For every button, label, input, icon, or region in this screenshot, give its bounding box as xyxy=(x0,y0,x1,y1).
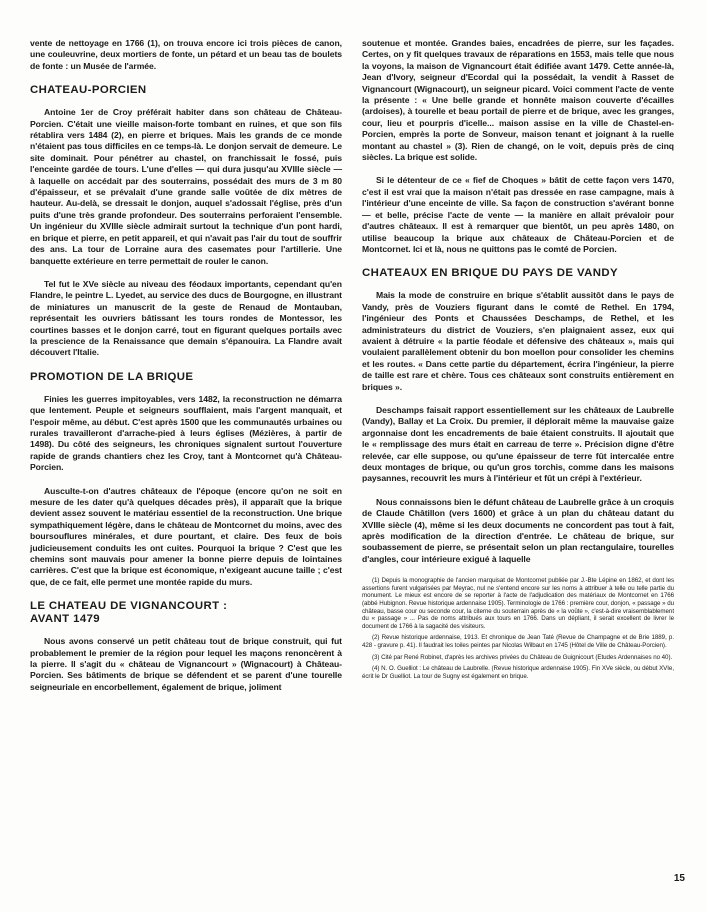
footnote-3: (3) Cité par René Robinet, d'après les archives privées du Château de Guignicourt (Etudes Ardennaises no 40). xyxy=(372,653,673,661)
paragraph: Antoine 1er de Croy préférait habiter dans son château de Château-Porcien. C'était une vieille maison-forte tombant en ruines, et que son fils rétablira vers 1484 (2), en pierre et briques. Mais les grands de ce monde n'étaient pas tous difficiles en ce temps-là. Le donjon servait de demeure. Le site dominait. Pour pénétrer au chastel, on franchissait le fossé, puis l'enceinte gardée de tours. L'une d'elles — qui dura jusqu'au XVIIIe siècle — à laquelle on accédait par des souterrains, possédait des murs de 3 m 80 d'épaisseur, et se prévalait d'une grande salle voûtée de dix mètres de hauteur. Au-delà, se dressait le donjon, auquel s'adossait l'église, près d'un puits d'une très grande profondeur. Des souterrains perforaient l'ensemble. Un ingénieur du XVIIIe siècle admirait surtout la technique d'un pont hardi, en brique et pierre, en petit appareil, et qui n'avait pas l'air du tout de souffrir des ans. La tour de Lorraine aura des casemates pour l'artillerie. Une banquette extérieure en terre permettait de rouler le canon. xyxy=(30,107,342,266)
paragraph: Nous avons conservé un petit château tout de brique construit, qui fut probablement le premier de la région pour lequel les maçons renoncèrent à la pierre. Il s'agit du « château de Vignancourt » (Wignacourt) à Château-Porcien. Ses bâtiments de brique se défendent et se parent d'une tourelle seigneuriale en encorbellement, également de brique, joliment xyxy=(30,636,342,692)
paragraph: Tel fut le XVe siècle au niveau des féodaux importants, cependant qu'en Flandre, le peintre L. Lyedet, au service des ducs de Bourgogne, en illustrant de miniatures un manuscrit de la geste de Renaud de Montauban, représentait les ouvriers bâtissant les tours rondes de Montessor, les courtines basses et le donjon carré, tout en figurant quelques portails avec la prescience de la Renaissance que demain s'épanouira. La Flandre avait découvert l'Italie. xyxy=(30,278,342,358)
section-heading-vandy: CHATEAUX EN BRIQUE DU PAYS DE VANDY xyxy=(362,267,618,280)
footnote-4: (4) N. O. Guelliot : Le château de Laubrelle. (Revue historique ardennaise 1905). Fin XVe siècle, ou début XVIe, écrit le Dr Guelliot. La tour de Sugny est également en brique. xyxy=(362,665,674,680)
paragraph: soutenue et montée. Grandes baies, encadrées de pierre, sur les façades. Certes, on y fit quelques travaux de réparations en 1553, mais telle que nous la voyons, la maison de Vignancourt était édifiée avant 1479. Cette année-là, Jean d'Ivory, seigneur d'Ecordal qui la possédait, la vendit à Rasset de Vignancourt (Wignacourt), un seigneur picard. Voici comment l'acte de vente la présente : « Une belle grande et honnête maison couverte d'écailles (ardoises), à tourelle et beau portail de pierre et de brique, avec les granges, cour, lieu et pourpris d'icelle... maison assise en la ville de Chastel-en-Porcien, emprès la porte de Sonveur, maison tenant et joignant à la ruelle montant au chastel » (3). Rien de changé, on le voit, depuis près de cinq siècles. La brique est solide. xyxy=(362,38,674,163)
paragraph: Nous connaissons bien le défunt château de Laubrelle grâce à un croquis de Claude Châtillon (vers 1600) et grâce à un plan du château datant du XVIIIe siècle (4), même si les deux documents ne concordent pas tout à fait, après modification de la direction d'entrée. Le château de brique, sur soubassement de pierre, se présentait selon un plan rectangulaire, tourelles d'angles, cour intérieure exigué à laquelle xyxy=(362,496,674,564)
section-heading-vignancourt-date: AVANT 1479 xyxy=(30,613,101,626)
paragraph: Deschamps faisait rapport essentiellement sur les châteaux de Laubrelle (Vandy), Ballay et La Croix. Du premier, il déplorait même la mauvaise gaize argonnaise dont les encadrements de baie étaient construits. Il ajoutait que le « remplissage des murs était en carreau de terre ». Précision digne d'être relevée, car elle suppose, ou qu'une épaisseur de terre fût intercalée entre deux montages de brique, ou qu'un gros torchis, comme dans les maisons paysannes, recouvrit les murs à l'intérieur et fût un crépi à l'extérieur. xyxy=(362,404,674,484)
page-number: 15 xyxy=(673,873,685,884)
footnotes xyxy=(362,577,674,680)
section-heading-vignancourt: LE CHATEAU DE VIGNANCOURT : xyxy=(30,600,228,613)
right-column xyxy=(362,38,674,684)
footnote-2: (2) Revue historique ardennaise, 1913. Et chronique de Jean Taté (Revue de Champagne et de Brie 1889, p. 428 - gravure p. 41). Il faudrait les toiles peintes par Nicolas Wilbaut en 1745 (Hôtel de Ville de Château-Porcien). xyxy=(362,634,674,649)
paragraph: vente de nettoyage en 1766 (1), on trouva encore ici trois pièces de canon, une couleuvrine, deux mortiers de fonte, un pétard et un beau tas de boulets de fonte : un Musée de l'armée. xyxy=(30,38,342,71)
paragraph: Ausculte-t-on d'autres châteaux de l'époque (encore qu'on ne soit en mesure de les dater qu'à quelques décades près), il apparaît que la brique devient assez souvent le matériau essentiel de la reconstruction. Une brique sympathiquement légère, dans le château de Montcornet du moins, avec des boursouflures minérales, et dure pourtant, et claire. Des feux de bois judicieusement conduits les ont cuites. Pourquoi la brique ? C'est que les chemins sont mauvais pour amener la bonne pierre depuis de lointaines carrières. C'est que la brique est économique, n'exigeant aucune taille ; c'est que, de ce fait, elle permet une montée rapide du murs. xyxy=(30,485,342,587)
section-heading-chateau-porcien: CHATEAU-PORCIEN xyxy=(30,84,147,97)
paragraph: Finies les guerres impitoyables, vers 1482, la reconstruction ne démarra que lentement. Peuple et seigneurs soufflaient, mais l'argent manquait, et l'espoir même, au début. C'est après 1500 que les communautés urbaines ou rurales travailleront d'arrache-pied à leurs églises (Mézières, à partir de 1498). Du côté des seigneurs, les chroniques signalent surtout l'ouverture rapide de grands chantiers chez les Croy, tant à Montcornet qu'à Château-Porcien. xyxy=(30,393,342,473)
paragraph: Mais la mode de construire en brique s'établit aussitôt dans le pays de Vandy, près de Vouziers figurant dans le comté de Rethel. En 1794, l'ingénieur des Ponts et Chaussées Deschamps, de Rethel, et les administrateurs du district de Vouziers, s'en plaignaient assez, eux qui avaient à détruire « la partie féodale et défensive des châteaux », mais qui voulaient parallèlement obtenir du bon moellon pour consolider les chemins et les routes. « Dans cette partie du département, écrira l'ingénieur, la pierre de taille est rare et chère. Tous ces châteaux sont construits entièrement en briques ». xyxy=(362,290,674,392)
footnote-1: (1) Depuis la monographie de l'ancien marquisat de Montcornet publiée par J.-Bte Lépine en 1862, et dont les assertions furent vulgarisées par Meyrac, nul ne s'entend encore sur les noms à attribuer à telle ou telle partie du monument. Le mieux est encore de se reporter à l'acte de l'adjudication des matériaux de Montcornet en 1766 (abbé Hubignon. Revue historique ardennaise 1905). Terminologie de 1766 : première cour, donjon, « passage » du château, basse cour ou seconde cour, la citerne du souterrain après de « la voûte », c'est-à-dire vraisemblablement du « passage » ... Pas de noms attribués aux tours en 1766. Dans un dépliant, il serait excellent de livrer le document de 1766 à la sagacité des visiteurs. xyxy=(362,577,674,630)
paragraph: Si le détenteur de ce « fief de Choques » bâtit de cette façon vers 1470, c'est il est vrai que la maison n'était pas dressée en rase campagne, mais à l'intérieur d'une enceinte de ville. Sa façon de construction s'avérant bonne — et belle, précise l'acte de vente — la manière en allait prévaloir pour d'autres châteaux. Il est à remarquer que bientôt, un peu après 1480, on utilise beaucoup la brique aux châteaux de Château-Porcien et de Montcornet. Ici et là, nous ne quittons pas le comté de Porcien. xyxy=(362,175,674,254)
section-heading-promotion-brique: PROMOTION DE LA BRIQUE xyxy=(30,370,194,383)
left-column xyxy=(30,38,342,705)
